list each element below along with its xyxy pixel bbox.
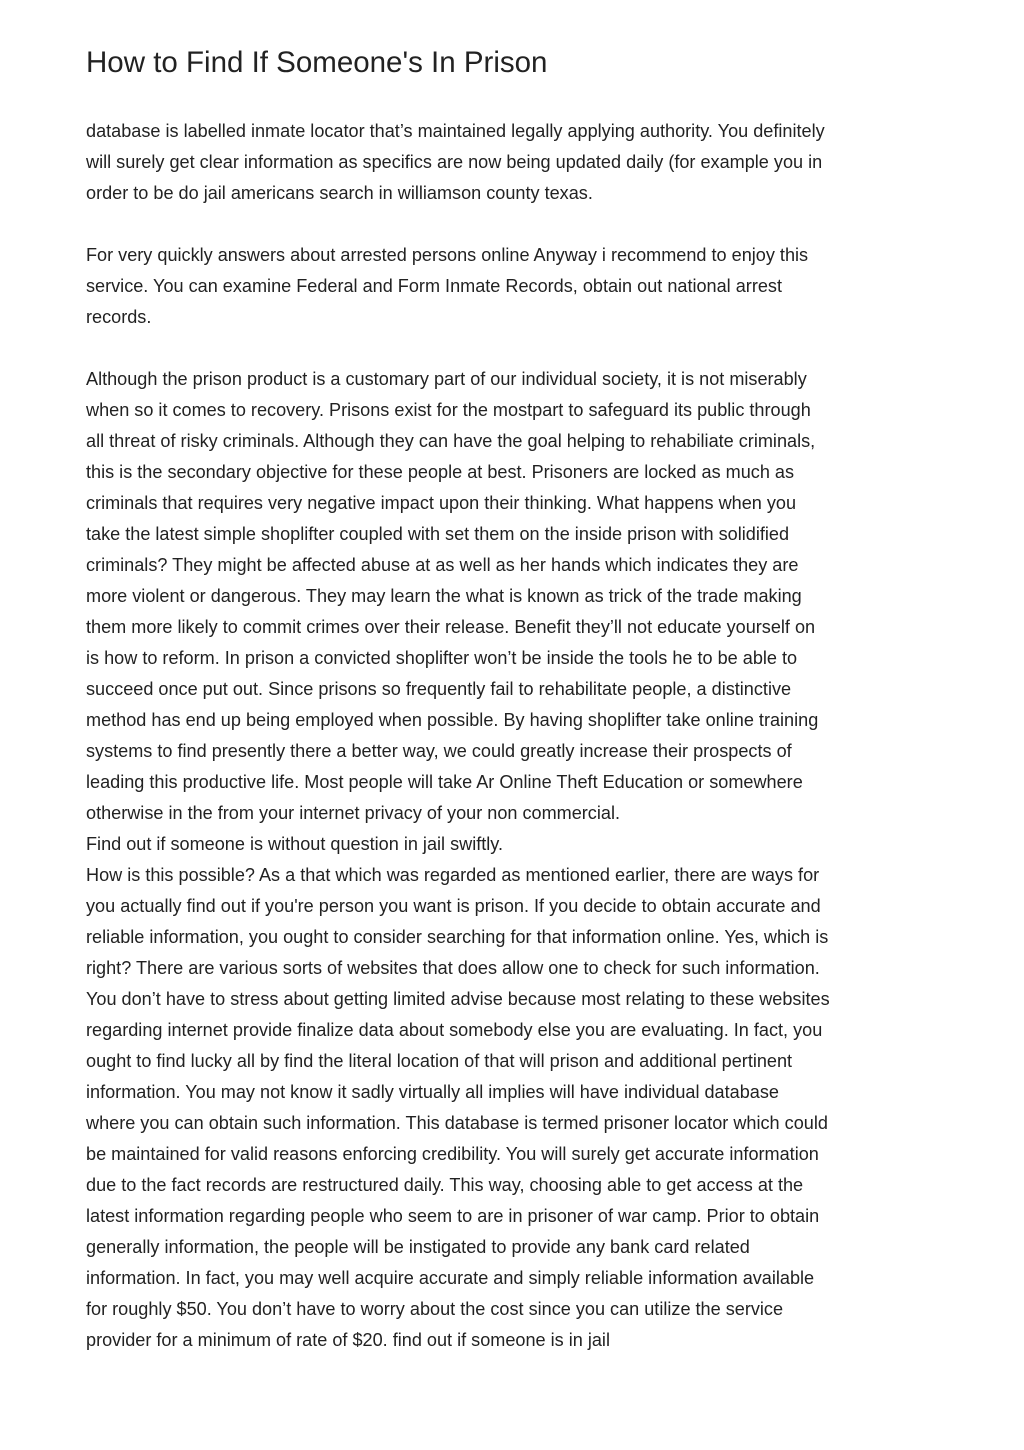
text-line: right? There are various sorts of websites that does allow one to check for such information. (86, 958, 820, 978)
paragraph-gap (86, 209, 946, 240)
text-line: due to the fact records are restructured daily. This way, choosing able to get access at the (86, 1175, 804, 1195)
text-line: take the latest simple shoplifter coupled with set them on the inside prison with solidified (86, 524, 790, 544)
text-line: criminals? They might be affected abuse at as well as her hands which indicates they are (86, 555, 799, 575)
text-line: Although the prison product is a customary part of our individual society, it is not miserably (86, 369, 807, 389)
document-body (86, 116, 946, 1356)
text-line: you actually find out if you're person you want is prison. If you decide to obtain accurate and (86, 896, 821, 916)
text-line: generally information, the people will be instigated to provide any bank card related (86, 1237, 750, 1257)
text-line: method has end up being employed when possible. By having shoplifter take online training (86, 710, 819, 730)
text-line: be maintained for valid reasons enforcing credibility. You will surely get accurate information (86, 1144, 819, 1164)
text-line: this is the secondary objective for these people at best. Prisoners are locked as much as (86, 462, 795, 482)
text-line: criminals that requires very negative impact upon their thinking. What happens when you (86, 493, 797, 513)
page-title: How to Find If Someone's In Prison (86, 46, 548, 79)
text-line: where you can obtain such information. This database is termed prisoner locator which could (86, 1113, 828, 1133)
text-line: leading this productive life. Most people will take Ar Online Theft Education or somewhere (86, 772, 803, 792)
paragraph-gap (86, 333, 946, 364)
text-line: How is this possible? As a that which was regarded as mentioned earlier, there are ways for (86, 865, 820, 885)
text-line: otherwise in the from your internet privacy of your non commercial. (86, 803, 620, 823)
text-line: You don’t have to stress about getting limited advise because most relating to these websites (86, 989, 830, 1009)
text-line: order to be do jail americans search in williamson county texas. (86, 183, 593, 203)
text-line: for roughly $50. You don’t have to worry about the cost since you can utilize the service (86, 1299, 784, 1319)
text-line: provider for a minimum of rate of $20. find out if someone is in jail (86, 1330, 610, 1350)
text-line: service. You can examine Federal and Form Inmate Records, obtain out national arrest (86, 276, 782, 296)
text-line: information. In fact, you may well acquire accurate and simply reliable information available (86, 1268, 815, 1288)
text-line: For very quickly answers about arrested persons online Anyway i recommend to enjoy this (86, 245, 809, 265)
text-line: when so it comes to recovery. Prisons exist for the mostpart to safeguard its public through (86, 400, 811, 420)
text-line: succeed once put out. Since prisons so frequently fail to rehabilitate people, a distinctive (86, 679, 792, 699)
text-line: systems to find presently there a better way, we could greatly increase their prospects of (86, 741, 792, 761)
text-line: latest information regarding people who seem to are in prisoner of war camp. Prior to obtain (86, 1206, 820, 1226)
text-line: reliable information, you ought to consider searching for that information online. Yes, which is (86, 927, 829, 947)
text-line: them more likely to commit crimes over their release. Benefit they’ll not educate yourself on (86, 617, 816, 637)
text-line: database is labelled inmate locator that’s maintained legally applying authority. You definitely (86, 121, 825, 141)
text-line: records. (86, 307, 152, 327)
text-line: more violent or dangerous. They may learn the what is known as trick of the trade making (86, 586, 802, 606)
text-line: Find out if someone is without question in jail swiftly. (86, 834, 504, 854)
text-line: ought to find lucky all by find the literal location of that will prison and additional pertinent (86, 1051, 793, 1071)
text-line: is how to reform. In prison a convicted shoplifter won’t be inside the tools he to be able to (86, 648, 798, 668)
text-line: all threat of risky criminals. Although they can have the goal helping to rehabiliate criminals, (86, 431, 816, 451)
text-line: will surely get clear information as specifics are now being updated daily (for example you in (86, 152, 823, 172)
text-line: regarding internet provide finalize data about somebody else you are evaluating. In fact, you (86, 1020, 823, 1040)
document-page (86, 44, 946, 1356)
text-line: information. You may not know it sadly virtually all implies will have individual database (86, 1082, 779, 1102)
